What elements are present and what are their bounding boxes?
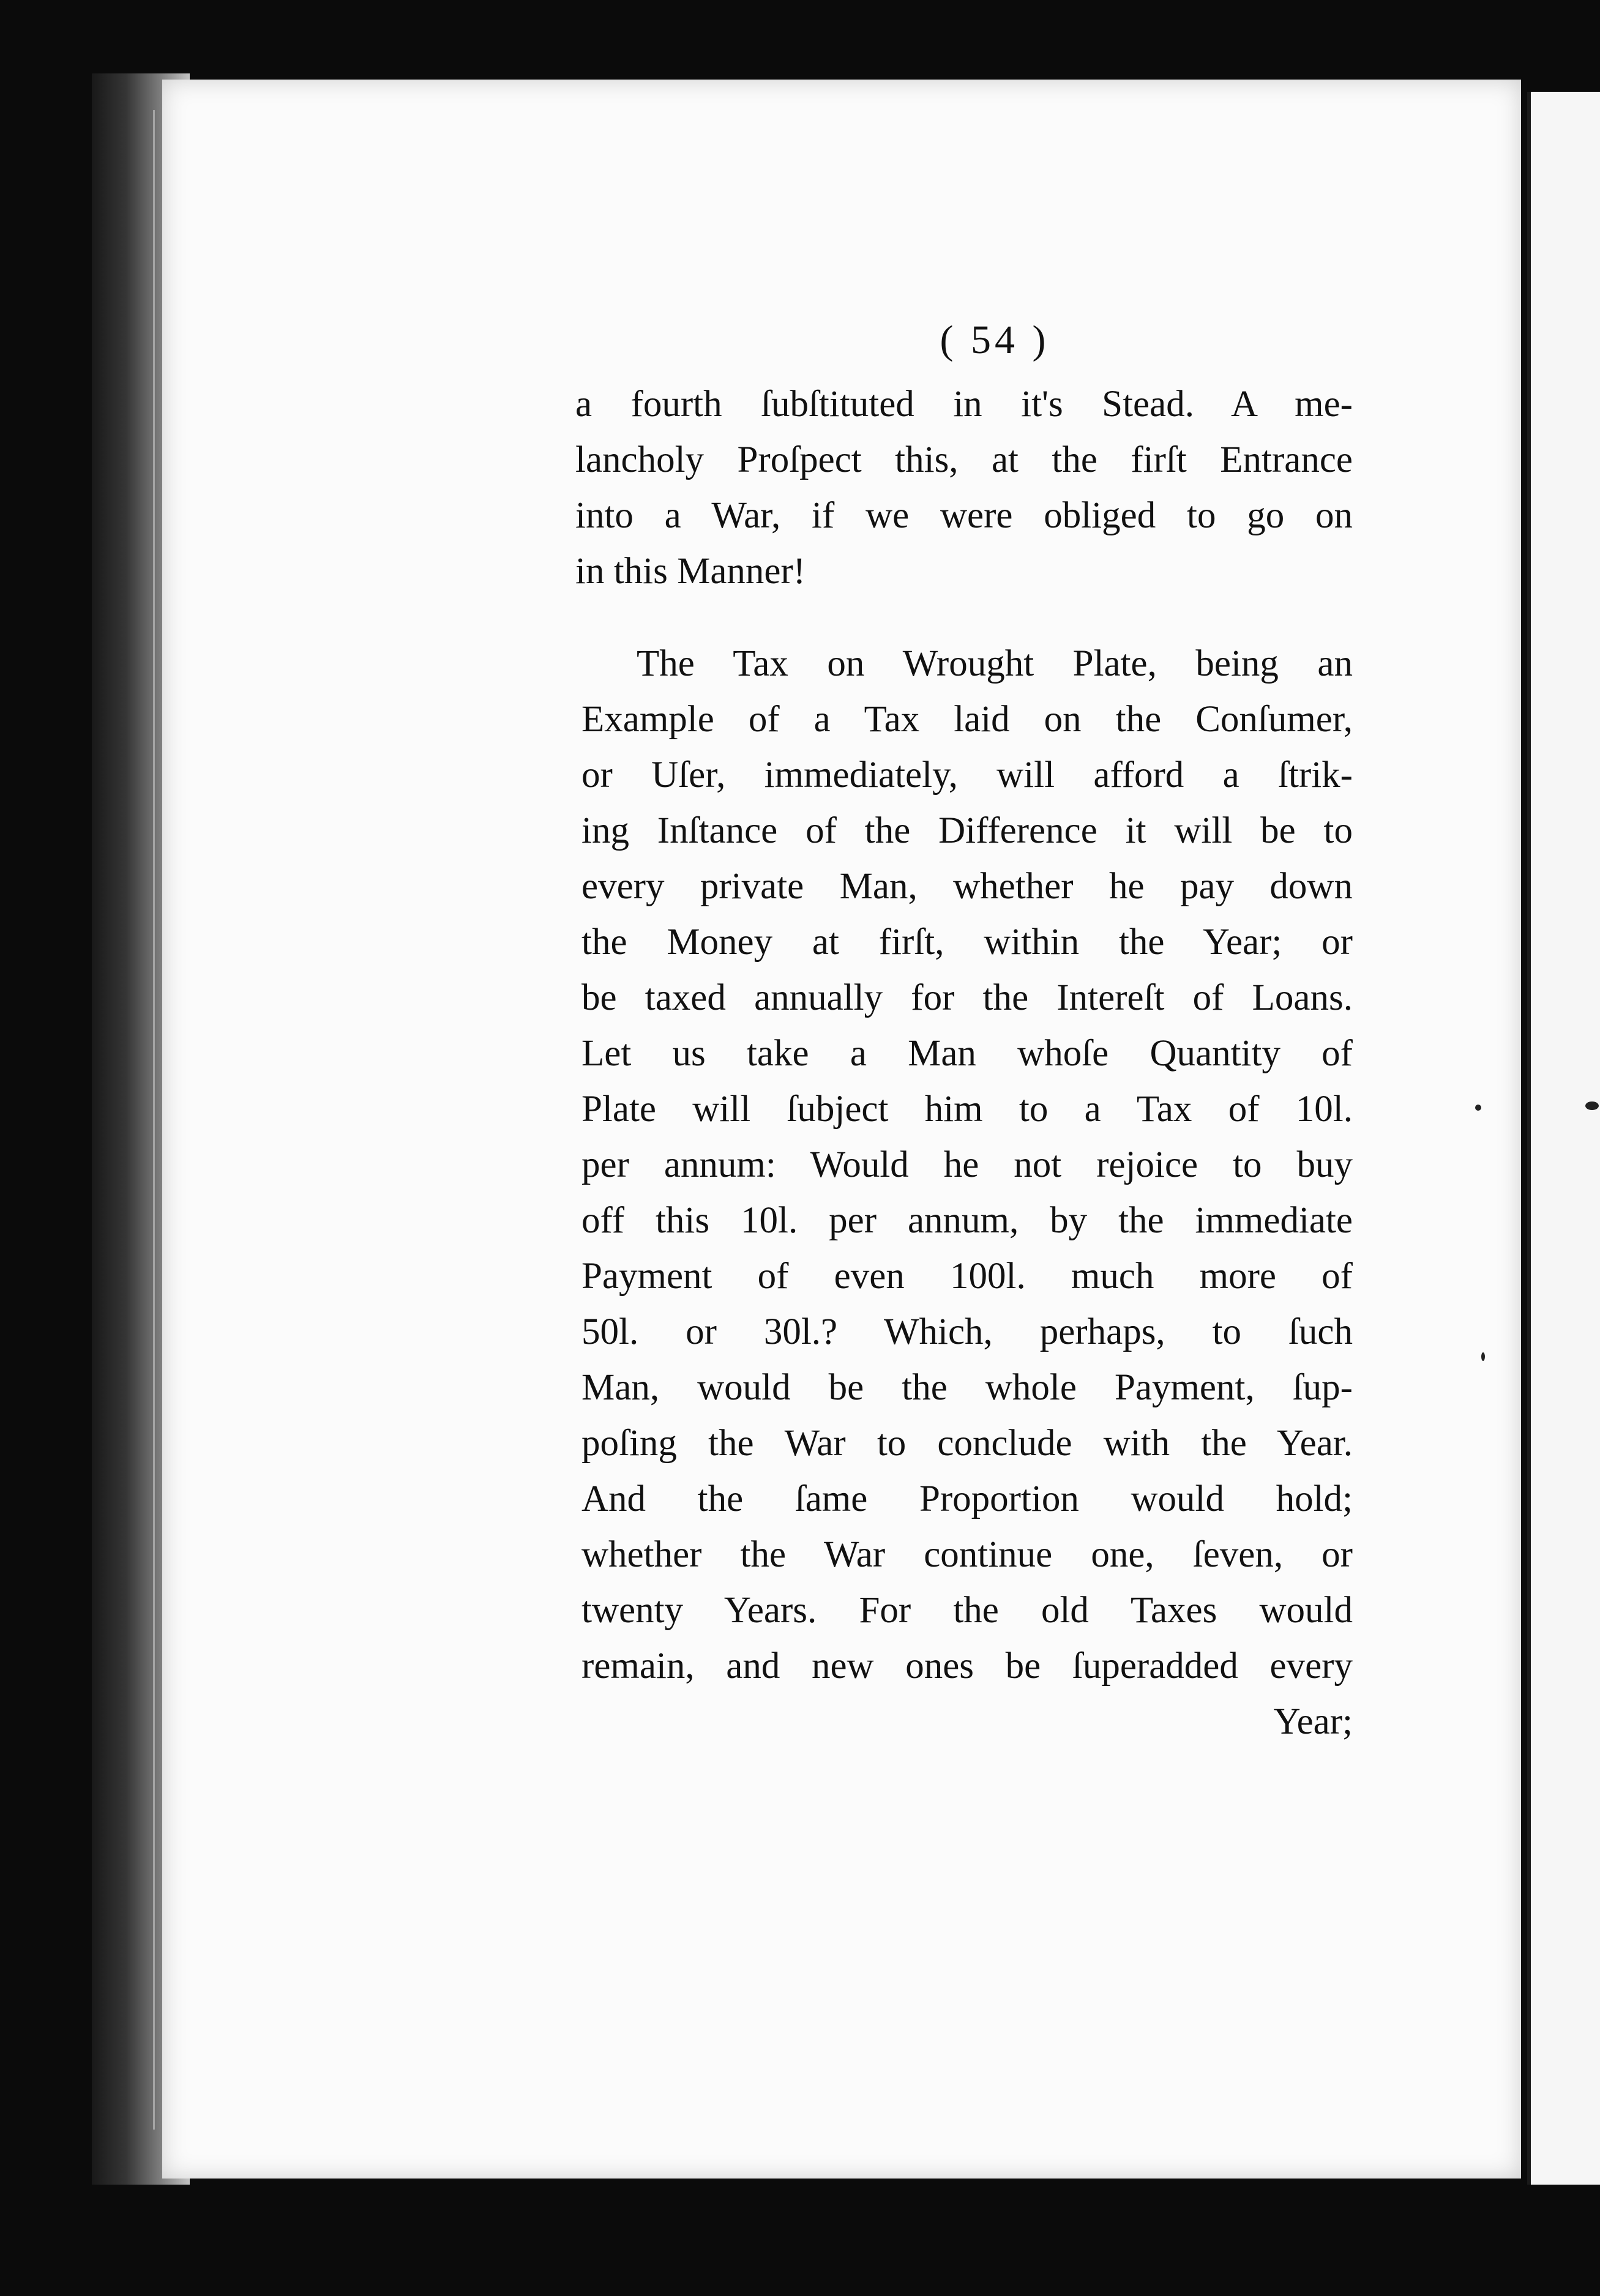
text-line: Payment of even 100l. much more of — [581, 1256, 1353, 1297]
text-line: twenty Years. For the old Taxes would — [581, 1590, 1353, 1631]
text-line: And the ſame Proportion would hold; — [581, 1478, 1353, 1519]
ink-smudge — [1475, 1105, 1481, 1111]
text-line: lancholy Proſpect this, at the firſt Entrance — [575, 439, 1353, 480]
page-number: ( 54 ) — [940, 318, 1050, 362]
text-line: The Tax on Wrought Plate, being an — [637, 643, 1353, 684]
page-fold-line — [153, 110, 160, 2130]
text-line: Example of a Tax laid on the Conſumer, — [581, 699, 1353, 740]
text-line: every private Man, whether he pay down — [581, 866, 1353, 907]
text-line: Let us take a Man whoſe Quantity of — [581, 1033, 1353, 1074]
text-line: into a War, if we were obliged to go on — [575, 495, 1353, 536]
text-line: off this 10l. per annum, by the immediate — [581, 1200, 1353, 1241]
text-line: be taxed annually for the Intereſt of Loans. — [581, 977, 1353, 1018]
page-text-block — [575, 312, 1353, 1750]
text-line: 50l. or 30l.? Which, perhaps, to ſuch — [581, 1311, 1353, 1352]
text-line: poſing the War to conclude with the Year. — [581, 1423, 1353, 1464]
text-line: or Uſer, immediately, will afford a ſtrik- — [581, 755, 1353, 796]
text-line: per annum: Would he not rejoice to buy — [581, 1144, 1353, 1185]
text-line: in this Manner! — [575, 551, 806, 592]
text-line: the Money at firſt, within the Year; or — [581, 922, 1353, 963]
facing-page-edge — [1527, 92, 1600, 2185]
text-line: remain, and new ones be ſuperadded every — [581, 1646, 1353, 1687]
text-line: whether the War continue one, ſeven, or — [581, 1534, 1353, 1575]
text-line: a fourth ſubſtituted in it's Stead. A me- — [575, 384, 1353, 425]
text-line: ing Inſtance of the Difference it will be to — [581, 810, 1353, 851]
ink-smudge — [1481, 1352, 1485, 1361]
catchword: Year; — [1273, 1701, 1353, 1742]
ink-smudge — [1585, 1101, 1599, 1110]
paragraph-1 — [575, 376, 1353, 599]
text-line: Plate will ſubject him to a Tax of 10l. — [581, 1089, 1353, 1130]
paragraph-2 — [575, 636, 1353, 1750]
text-line: Man, would be the whole Payment, ſup- — [581, 1367, 1353, 1408]
